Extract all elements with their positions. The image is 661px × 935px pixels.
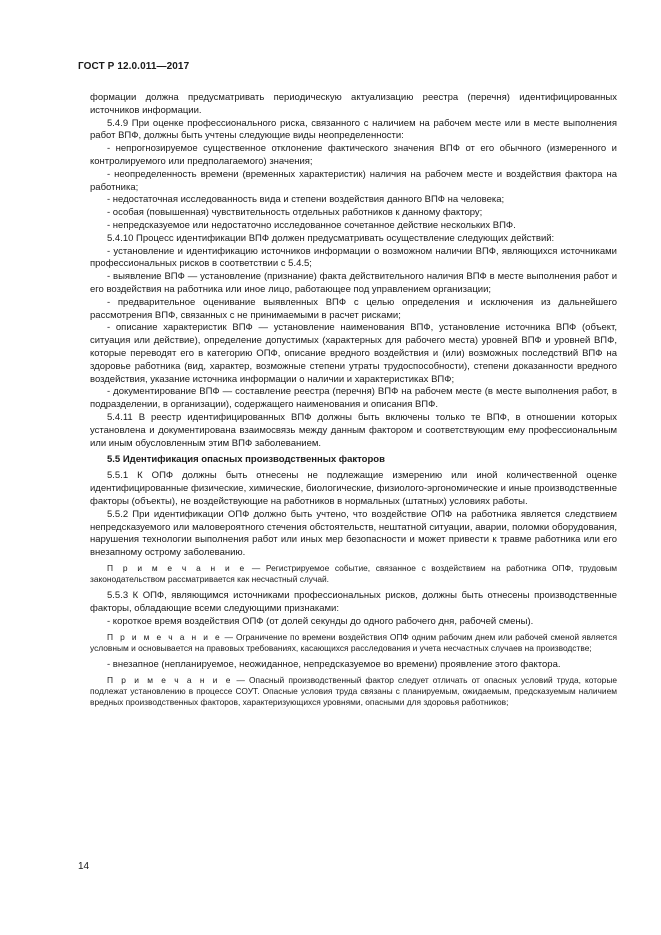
note-text: — Ограничение по времени воздействия ОПФ одним рабочим днем или рабочей сменой является условным и основывается на правовых требованиях, касающихся расследования и учета несчастных случаев на производстве; — [90, 631, 617, 653]
list-item: - выявление ВПФ — установление (признание) факта действительного наличия ВПФ в месте выполнения работ и его воздействия на работника или иное лицо, работающее под управлением организации; — [90, 271, 617, 295]
note-label: П р и м е ч а н и е — [107, 562, 247, 573]
note-text: — Регистрируемое событие, связанное с воздействием на работника ОПФ, трудовым законодательством рассматривается как несчастный случай. — [90, 562, 617, 585]
note — [90, 563, 617, 585]
list-item: - неопределенность времени (временных характеристик) наличия на рабочем месте и воздействия фактора на работника; — [90, 168, 617, 193]
list-item: - установление и идентификацию источников информации о возможном наличии ВПФ, являющихся источниками профессиональных рисков в соответствии с 5.4.5; — [90, 245, 617, 270]
note-text: — Опасный производственный фактор следует отличать от опасных условий труда, которые подлежат установлению в процессе СОУТ. Опасные условия труда связаны с планируемым, ожидаемым, предсказуемым наличием вредных производственных факторов, характеризующихся уровнями, опасными для здоровья работников; — [90, 674, 617, 708]
note-label: П р и м е ч а н и е — [107, 631, 222, 642]
list-item: - короткое время воздействия ОПФ (от долей секунды до одного рабочего дня, рабочей смены). — [107, 615, 534, 627]
page-number: 14 — [78, 861, 90, 872]
list-item: - непрогнозируемое существенное отклонение фактического значения ВПФ от его обычного (измеренного и контролируемого или предполагаемого) значения; — [90, 143, 617, 167]
clause-5-4-10: 5.4.10 Процесс идентификации ВПФ должен предусматривать осуществление следующих действий: — [107, 232, 555, 244]
note-label: П р и м е ч а н и е — [107, 674, 233, 685]
note — [90, 632, 617, 654]
list-item: - предварительное оценивание выявленных ВПФ с целью определения и исключения из дальнейшего рассмотрения ВПФ, связанных с не принимаемыми в расчет рисками; — [90, 296, 617, 321]
clause-5-5-3: 5.5.3 К ОПФ, являющимся источниками профессиональных рисков, должны быть отнесены производственные факторы, обладающие всеми следующими признаками: — [90, 590, 617, 615]
document-body — [90, 92, 617, 714]
list-item: - внезапное (непланируемое, неожиданное, непредсказуемое во времени) проявление этого фактора. — [107, 659, 561, 671]
clause-5-5-1: 5.5.1 К ОПФ должны быть отнесены не подлежащие измерению или иной количественной оценке идентифицированные физические, химические, биологические, физиолого-эргономические и иные производственные факторы (объекты), не воздействующие на работников в нормальных (штатных) условиях работы. — [90, 470, 617, 507]
list-item: - описание характеристик ВПФ — установление наименования ВПФ, установление источника ВПФ (объект, ситуация или действие), определение допустимых (характерных для рабочего места) уровней ВПФ и уровней ВПФ, которые переводят его в категорию ОПФ, описание вредного воздействия и (или) возможных последствий ВПФ на здоровье работника (вид, характер, возможные степени утраты трудоспособности), степени доказанности вредного воздействия, указание источника информации о наличии и характеристиках ВПФ; — [90, 322, 617, 385]
list-item: - недостаточная исследованность вида и степени воздействия данного ВПФ на человека; — [107, 194, 505, 206]
list-item: - непредсказуемое или недостаточно исследованное сочетанное действие нескольких ВПФ. — [107, 219, 516, 231]
list-item: - документирование ВПФ — составление реестра (перечня) ВПФ на рабочем месте (в месте выполнения работ, в подразделении, в организации), содержащего наименования и описания ВПФ. — [90, 386, 617, 411]
section-heading: 5.5 Идентификация опасных производственных факторов — [107, 454, 385, 466]
clause-5-4-9: 5.4.9 При оценке профессионального риска, связанного с наличием на рабочем месте или в месте выполнения работ ВПФ, должны быть учтены следующие виды неопределенности: — [90, 117, 617, 142]
list-item: - особая (повышенная) чувствительность отдельных работников к данному фактору; — [107, 207, 483, 219]
note — [90, 675, 617, 709]
clause-5-4-11: 5.4.11 В реестр идентифицированных ВПФ должны быть включены только те ВПФ, в отношении которых установлена и документирована взаимосвязь между данным фактором и соответствующим ему профессиональным или иным обусловленным этим ВПФ заболеванием. — [90, 411, 617, 449]
document-header: ГОСТ Р 12.0.011—2017 — [78, 61, 190, 72]
paragraph: формации должна предусматривать периодическую актуализацию реестра (перечня) идентифицированных источников информации. — [90, 92, 617, 116]
clause-5-5-2: 5.5.2 При идентификации ОПФ должно быть учтено, что воздействие ОПФ на работника является следствием непредсказуемого или маловероятного стечения обстоятельств, нештатной ситуации, аварии, поломки оборудования, нарушения технологии выполнения работ или иных мер безопасности и может привести к травме работника или его внезапному острому заболеванию. — [90, 508, 617, 559]
